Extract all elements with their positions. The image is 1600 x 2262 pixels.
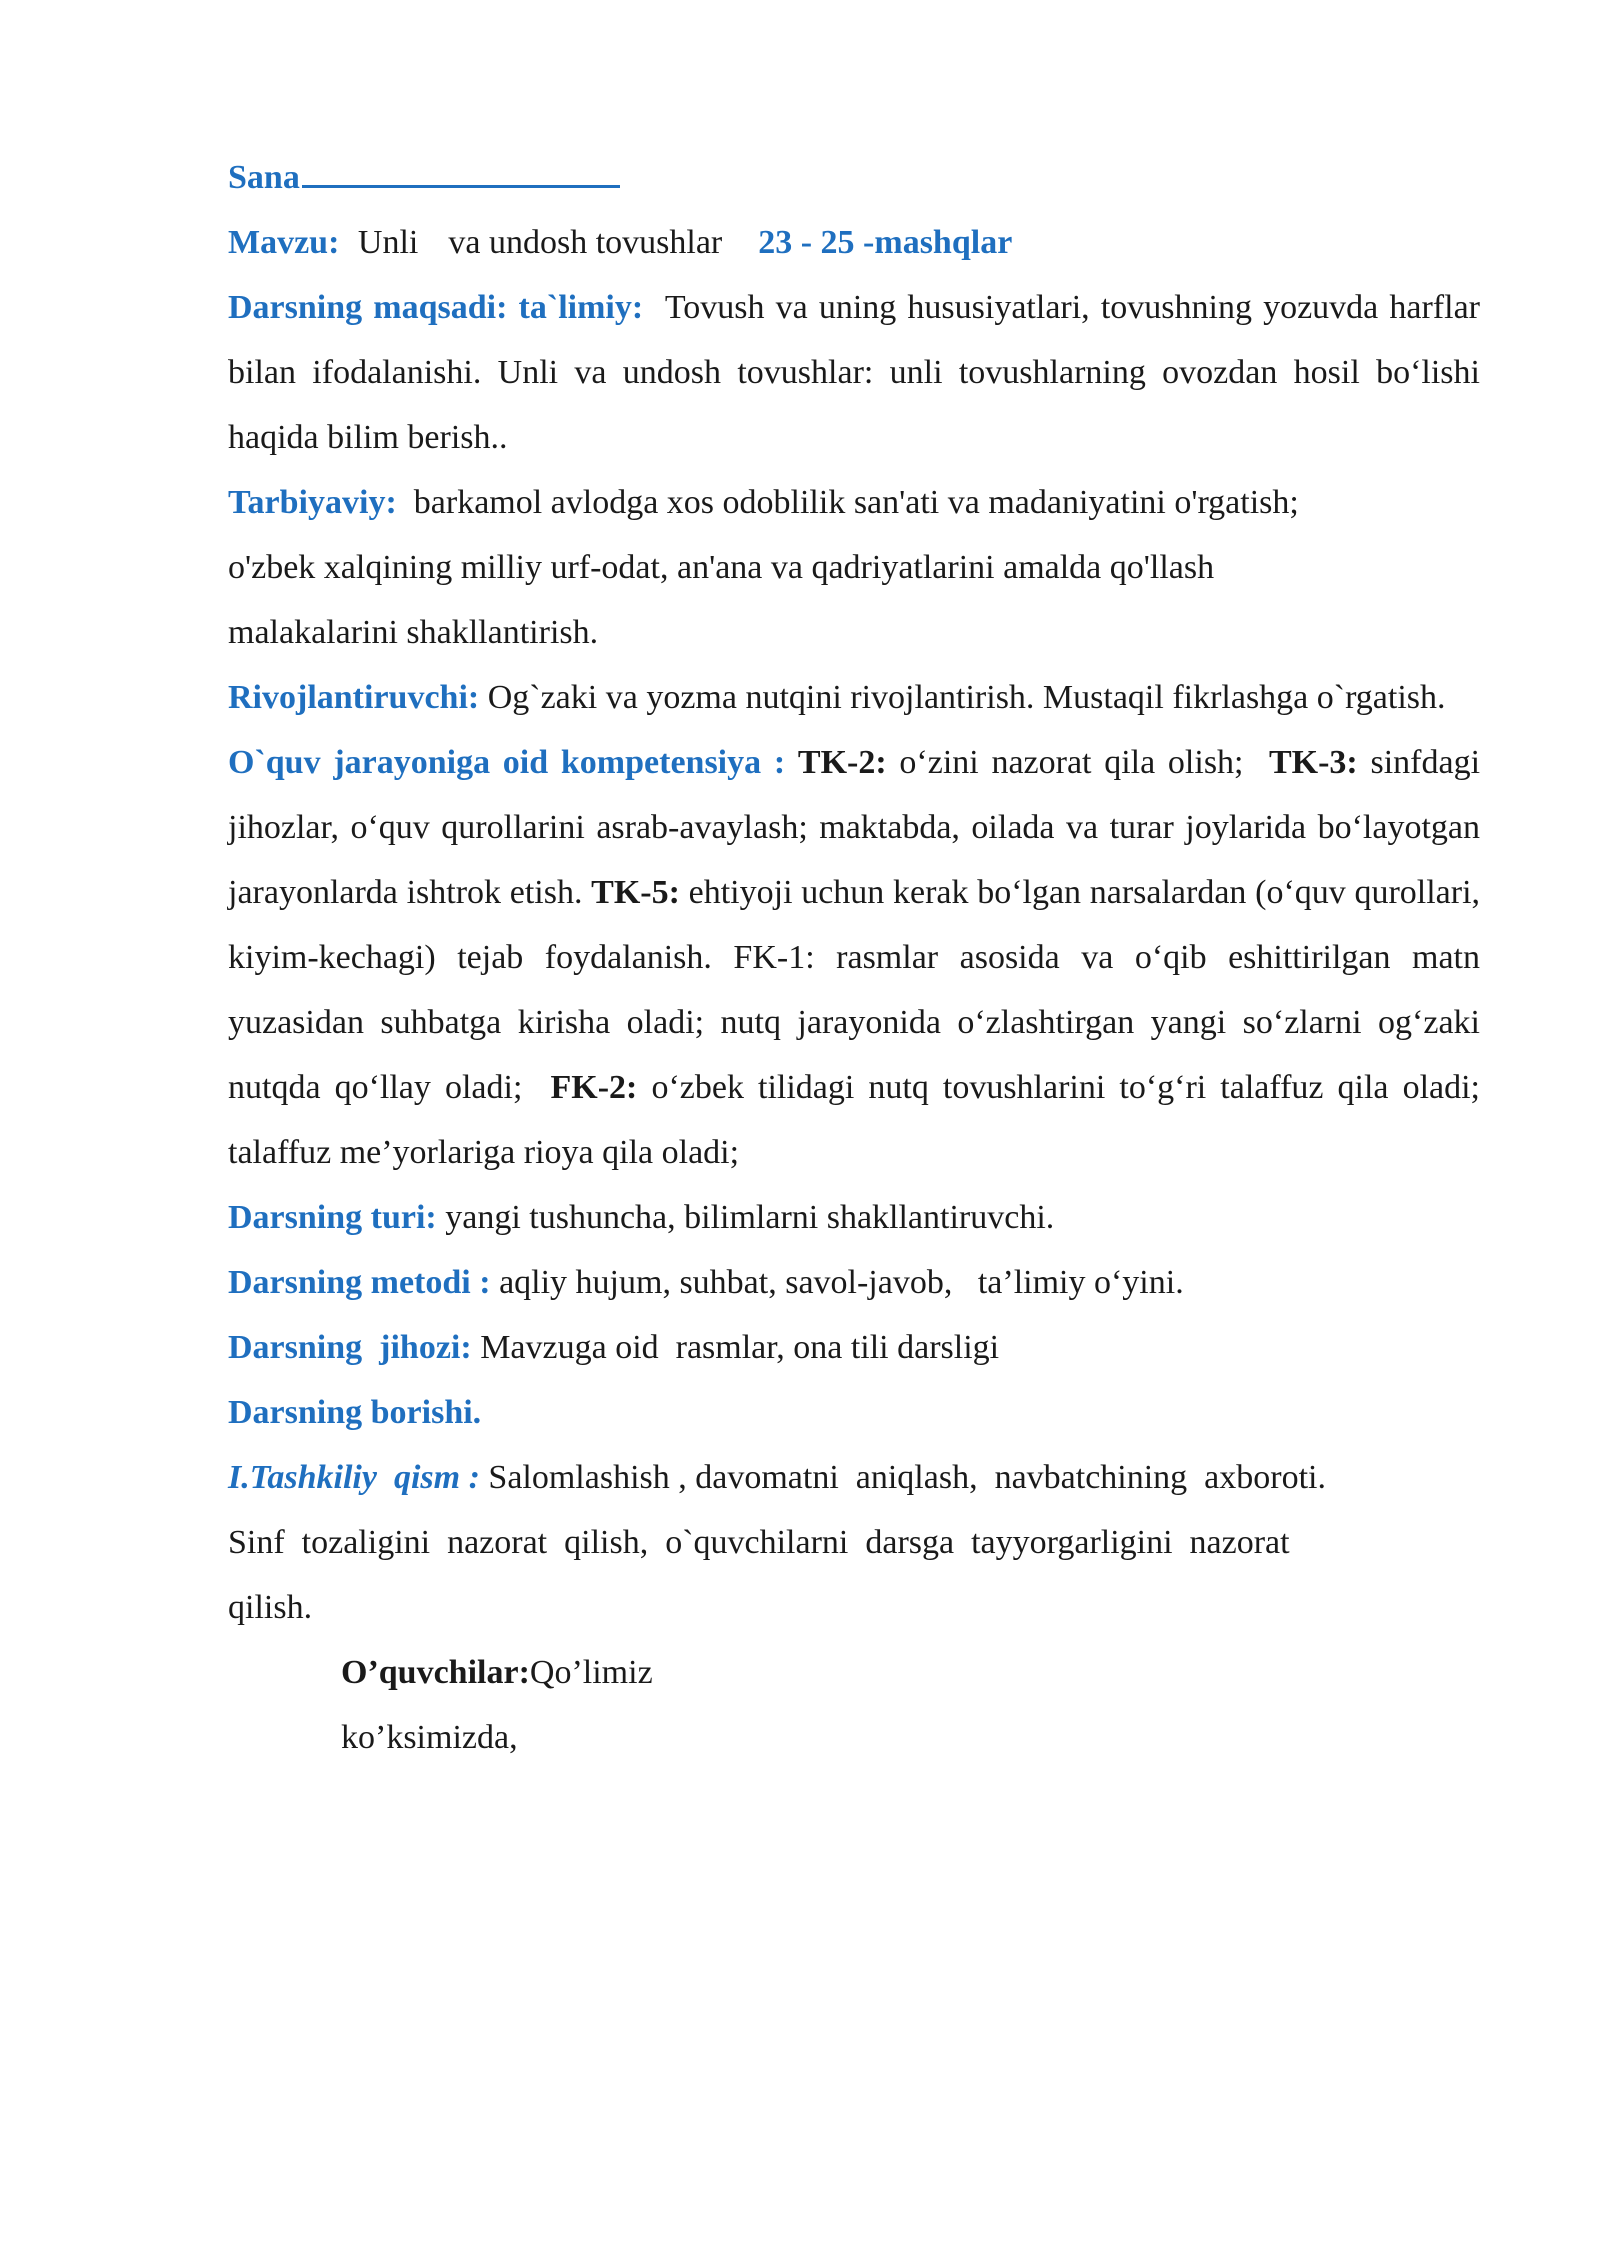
kompetensiya-paragraph <box>228 730 1480 1185</box>
jihozi-label: Darsning jihozi: <box>228 1329 472 1366</box>
tashkiliy-text-1: Salomlashish , davomatni aniqlash, navbatchining axboroti. <box>488 1459 1326 1496</box>
fk2-label: FK-2: <box>550 1069 638 1106</box>
sana-label: Sana <box>228 159 300 196</box>
borishi-label: Darsning borishi. <box>228 1394 482 1431</box>
tk2-text: o‘zini nazorat qila olish; <box>899 744 1244 781</box>
oquvchilar-text-1: Qo’limiz <box>529 1654 653 1691</box>
borishi-row <box>228 1380 1480 1445</box>
tashkiliy-text-2: Sinf tozaligini nazorat qilish, o`quvchilarni darsga tayyorgarligini nazorat <box>228 1524 1290 1561</box>
maqsad-label: Darsning maqsadi: ta`limiy: <box>228 289 644 326</box>
jihozi-row <box>228 1315 1480 1380</box>
tashkiliy-label: I.Tashkiliy qism : <box>228 1459 480 1496</box>
oquvchilar-line-2 <box>228 1705 1480 1770</box>
turi-label: Darsning turi: <box>228 1199 437 1236</box>
mavzu-row <box>228 210 1480 275</box>
tashkiliy-line-3 <box>228 1575 1480 1640</box>
sana-blank-line <box>302 184 620 188</box>
oquvchilar-text-2: ko’ksimizda, <box>341 1719 518 1756</box>
mavzu-label: Mavzu: <box>228 224 340 261</box>
lesson-plan-page <box>228 145 1480 1770</box>
rivojlantiruvchi-text: Og`zaki va yozma nutqini rivojlantirish. Mustaqil fikrlashga o`rgatish. <box>487 679 1446 716</box>
oquvchilar-line-1 <box>228 1640 1480 1705</box>
tarbiyaviy-label: Tarbiyaviy: <box>228 484 397 521</box>
tk3-text: sinfdagi jihozlar, o‘quv qurollarini asrab-avaylash; maktabda, oilada va turar joylarida bo‘layotgan jarayonlarda ishtrok etish. <box>228 744 1481 911</box>
tarbiyaviy-line-1 <box>228 470 1480 535</box>
metodi-row <box>228 1250 1480 1315</box>
tk5-label: TK-5: <box>591 874 680 911</box>
tashkiliy-text-3: qilish. <box>228 1589 313 1626</box>
mavzu-text-b: va undosh tovushlar <box>448 224 723 261</box>
tk2-label: TK-2: <box>797 744 887 781</box>
mavzu-exercise: 23 - 25 -mashqlar <box>758 224 1013 261</box>
turi-row <box>228 1185 1480 1250</box>
metodi-text: aqliy hujum, suhbat, savol-javob, ta’limiy o‘yini. <box>499 1264 1184 1301</box>
tarbiyaviy-text-3: malakalarini shakllantirish. <box>228 614 599 651</box>
fk2-text: o‘zbek tilidagi nutq tovushlarini to‘g‘ri talaffuz qila oladi; talaffuz me’yorlariga rioya qila oladi; <box>228 1069 1481 1171</box>
tarbiyaviy-text-2: o'zbek xalqining milliy urf-odat, an'ana va qadriyatlarini amalda qo'llash <box>228 549 1215 586</box>
tarbiyaviy-line-2 <box>228 535 1480 600</box>
tk5-text: ehtiyoji uchun kerak bo‘lgan narsalardan (o‘quv qurollari, kiyim-kechagi) tejab foydalanish. FK-1: rasmlar asosida va o‘qib eshittirilgan matn yuzasidan suhbatga kirisha oladi; nutq jarayonida o‘zlashtirgan yangi so‘zlarni og‘zaki nutqda qo‘llay oladi; <box>228 874 1481 1106</box>
kompetensiya-label: O`quv jarayoniga oid kompetensiya : <box>228 744 786 781</box>
maqsad-paragraph <box>228 275 1480 470</box>
tk3-label: TK-3: <box>1268 744 1358 781</box>
tashkiliy-line-2 <box>228 1510 1480 1575</box>
oquvchilar-label: O’quvchilar: <box>341 1654 530 1691</box>
maqsad-text: Tovush va uning hususiyatlari, tovushning yozuvda harflar bilan ifodalanishi. Unli va undosh tovushlar: unli tovushlarning ovozdan hosil bo‘lishi haqida bilim berish.. <box>228 289 1480 456</box>
rivojlantiruvchi-label: Rivojlantiruvchi: <box>228 679 480 716</box>
rivojlantiruvchi-paragraph <box>228 665 1480 730</box>
mavzu-text-a: Unli <box>357 224 419 261</box>
turi-text: yangi tushuncha, bilimlarni shakllantiruvchi. <box>445 1199 1055 1236</box>
sana-row <box>228 145 1480 210</box>
tarbiyaviy-line-3 <box>228 600 1480 665</box>
metodi-label: Darsning metodi : <box>228 1264 491 1301</box>
tarbiyaviy-text-1: barkamol avlodga xos odoblilik san'ati va madaniyatini o'rgatish; <box>413 484 1299 521</box>
tashkiliy-line-1 <box>228 1445 1480 1510</box>
jihozi-text: Mavzuga oid rasmlar, ona tili darsligi <box>480 1329 1000 1366</box>
